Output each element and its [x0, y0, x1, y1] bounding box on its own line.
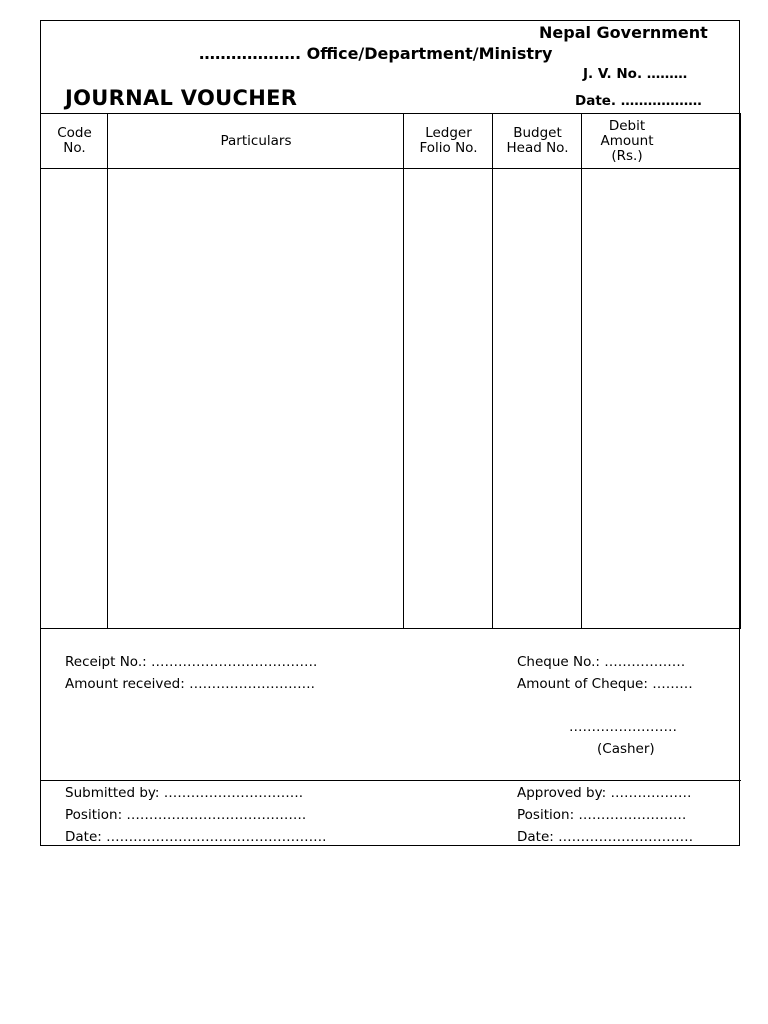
- column-debit: [582, 114, 741, 628]
- office-heading: ………………. Office/Department/Ministry: [199, 44, 553, 63]
- voucher-date: Date. ………………: [575, 93, 702, 109]
- header-ledger-folio: Ledger Folio No.: [419, 125, 478, 156]
- receipt-no-field[interactable]: Receipt No.: ……………………………….: [65, 654, 318, 670]
- amount-received-field[interactable]: Amount received: ……………………….: [65, 676, 315, 692]
- column-ledger: [404, 114, 493, 628]
- voucher-table: [41, 113, 741, 629]
- header-particulars: Particulars: [220, 132, 292, 149]
- approved-position-field[interactable]: Position: ……………………: [517, 807, 687, 823]
- submitted-by-field[interactable]: Submitted by: ………………………….: [65, 785, 304, 801]
- header-code-no: Code No.: [57, 125, 92, 156]
- submitted-position-field[interactable]: Position: ………………………………….: [65, 807, 307, 823]
- cheque-no-field[interactable]: Cheque No.: ………………: [517, 654, 686, 670]
- approved-date-field[interactable]: Date: …………………………: [517, 829, 694, 845]
- header-budget-head: Budget Head No.: [506, 125, 569, 156]
- casher-label: (Casher): [597, 741, 655, 757]
- journal-voucher-form: [40, 20, 740, 846]
- approved-by-field[interactable]: Approved by: ………………: [517, 785, 692, 801]
- column-budget: [493, 114, 582, 628]
- casher-signature-line[interactable]: ……………………: [569, 719, 677, 735]
- amount-of-cheque-field[interactable]: Amount of Cheque: ………: [517, 676, 693, 692]
- section-divider: [41, 780, 741, 781]
- header-debit-amount: Debit Amount (Rs.): [600, 117, 654, 164]
- page-title: JOURNAL VOUCHER: [65, 86, 298, 110]
- jv-number: J. V. No. ………: [583, 66, 688, 82]
- government-heading: Nepal Government: [539, 23, 708, 42]
- column-code: [41, 114, 108, 628]
- column-particulars: [108, 114, 404, 628]
- submitted-date-field[interactable]: Date: ………………………………………….: [65, 829, 327, 845]
